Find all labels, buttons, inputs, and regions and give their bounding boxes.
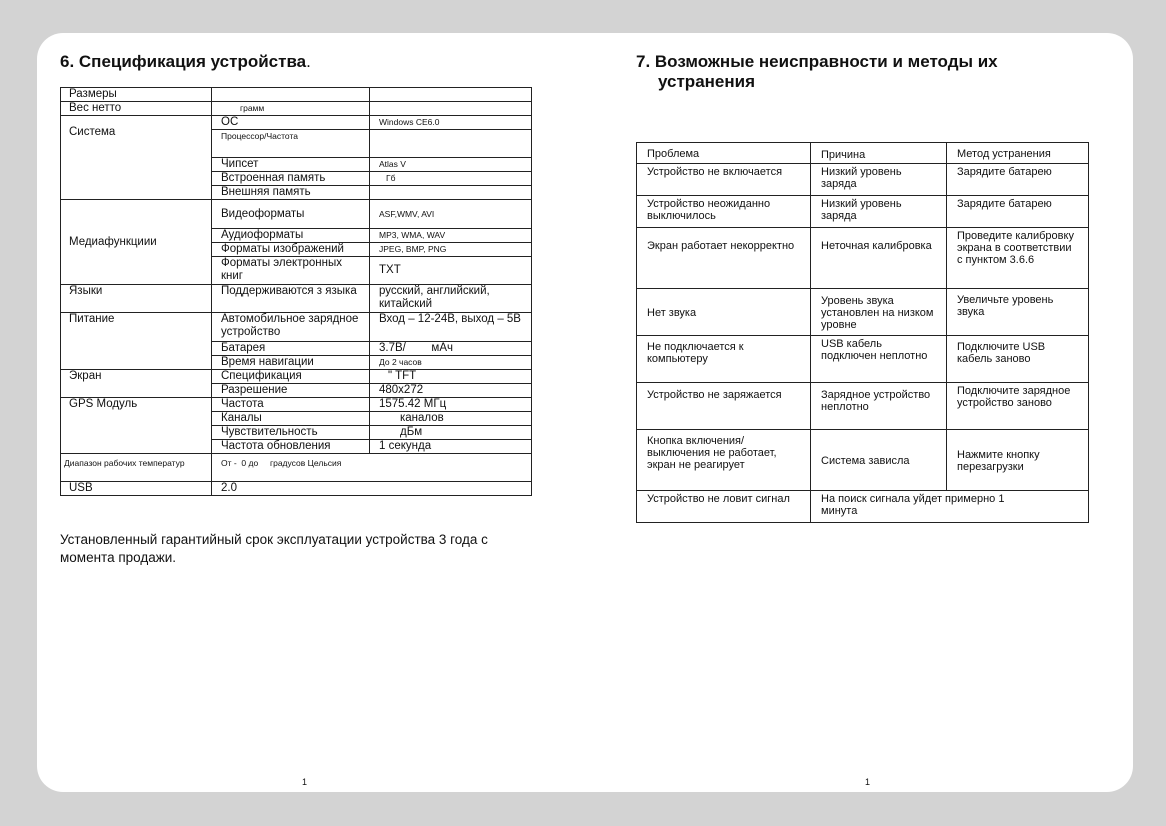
warranty-text: Установленный гарантийный срок эксплуатации устройства 3 года с момента продажи.	[60, 532, 488, 565]
spec-value: От - 0 до градусов Цельсия	[212, 454, 532, 482]
spec-label: Спецификация	[212, 370, 370, 384]
merged-cell: На поиск сигнала уйдет примерно 1 минута	[811, 491, 1089, 523]
cause-cell: Низкий уровень заряда	[811, 196, 947, 228]
spec-value: TXT	[370, 257, 532, 285]
spec-value: каналов	[370, 412, 532, 426]
spec-label: Диапазон рабочих температур	[61, 454, 212, 482]
table-row	[61, 88, 532, 102]
table-row	[637, 491, 1089, 523]
table-row	[637, 383, 1089, 430]
spec-group: GPS Модуль	[61, 398, 212, 454]
faults-title: 7. Возможные неисправности и методы их устранения	[636, 52, 998, 91]
spec-label: Встроенная память	[212, 172, 370, 186]
problem-cell: Устройство неожиданно выключилось	[637, 196, 811, 228]
table-row	[637, 336, 1089, 383]
spec-value: русский, английский, китайский	[370, 285, 532, 313]
spec-value: 1 секунда	[370, 440, 532, 454]
problem-cell: Кнопка включения/выключения не работает, экран не реагирует	[637, 430, 811, 491]
method-cell: Проведите калибровку экрана в соответствии с пунктом 3.6.6	[947, 228, 1089, 289]
spec-group: Медиафункциии	[61, 200, 212, 285]
method-cell: Увеличьте уровень звука	[947, 289, 1089, 336]
spec-label: Время навигации	[212, 356, 370, 370]
spec-value: ASF,WMV, AVI	[370, 200, 532, 229]
method-cell: Нажмите кнопку перезагрузки	[947, 430, 1089, 491]
spec-label: ОС	[212, 116, 370, 130]
table-row	[61, 116, 532, 130]
header-problem: Проблема	[637, 143, 811, 164]
spec-label: Каналы	[212, 412, 370, 426]
table-row	[61, 454, 532, 482]
spec-value: дБм	[370, 426, 532, 440]
spec-value: 480x272	[370, 384, 532, 398]
method-cell: Подключите зарядное устройство заново	[947, 383, 1089, 430]
spec-label: Форматы электронных книг	[212, 257, 370, 285]
method-cell: Подключите USB кабель заново	[947, 336, 1089, 383]
header-cause: Причина	[811, 143, 947, 164]
spec-group: Языки	[61, 285, 212, 313]
spec-group: Система	[61, 116, 212, 200]
spec-value: Windows CE6.0	[370, 116, 532, 130]
problem-cell: Экран работает некорректно	[637, 228, 811, 289]
spec-label: USB	[61, 482, 212, 496]
spec-label: Видеоформаты	[212, 200, 370, 229]
spec-group: Экран	[61, 370, 212, 398]
table-row	[61, 398, 532, 412]
spec-title: 6. Спецификация устройства.	[60, 52, 311, 71]
spec-label: Чипсет	[212, 158, 370, 172]
spec-value: " TFT	[370, 370, 532, 384]
problem-cell: Устройство не ловит сигнал	[637, 491, 811, 523]
table-row	[61, 313, 532, 342]
faults-table	[636, 142, 1089, 523]
table-row	[637, 289, 1089, 336]
spec-value: Atlas V	[370, 158, 532, 172]
spec-label: Чувствительность	[212, 426, 370, 440]
spec-label: Автомобильное зарядное устройство	[212, 313, 370, 342]
page-number-right: 1	[865, 777, 871, 787]
table-header-row	[637, 143, 1089, 164]
spec-value: Вход – 12-24В, выход – 5В	[370, 313, 532, 342]
spec-label: Размеры	[61, 88, 212, 102]
spec-value: До 2 часов	[370, 356, 532, 370]
spec-label: Процессор/Частота	[212, 130, 370, 158]
spec-label: Разрешение	[212, 384, 370, 398]
spec-value: JPEG, BMP, PNG	[370, 243, 532, 257]
cause-cell: Система зависла	[811, 430, 947, 491]
cause-cell: Зарядное устройство неплотно	[811, 383, 947, 430]
table-row	[637, 430, 1089, 491]
spec-value: грамм	[212, 102, 370, 116]
spec-label: Частота обновления	[212, 440, 370, 454]
problem-cell: Не подключается к компьютеру	[637, 336, 811, 383]
spec-label: Батарея	[212, 342, 370, 356]
spec-group: Питание	[61, 313, 212, 370]
method-cell: Зарядите батарею	[947, 196, 1089, 228]
spec-value: 2.0	[212, 482, 532, 496]
page-number-left: 1	[302, 777, 308, 787]
spec-value: 1575.42 МГц	[370, 398, 532, 412]
method-cell: Зарядите батарею	[947, 164, 1089, 196]
table-row	[61, 370, 532, 384]
table-row	[61, 482, 532, 496]
problem-cell: Нет звука	[637, 289, 811, 336]
problem-cell: Устройство не заряжается	[637, 383, 811, 430]
spec-label: Поддерживаются з языка	[212, 285, 370, 313]
spec-value: MP3, WMA, WAV	[370, 229, 532, 243]
table-row	[637, 164, 1089, 196]
spec-label: Внешняя память	[212, 186, 370, 200]
spec-label: Аудиоформаты	[212, 229, 370, 243]
table-row	[637, 228, 1089, 289]
spec-table	[60, 87, 532, 496]
spec-label: Вес нетто	[61, 102, 212, 116]
spec-value: Гб	[370, 172, 532, 186]
cause-cell: Неточная калибровка	[811, 228, 947, 289]
table-row	[61, 102, 532, 116]
spec-value: 3.7В/ мАч	[370, 342, 532, 356]
spec-label: Частота	[212, 398, 370, 412]
table-row	[61, 200, 532, 229]
cause-cell: Уровень звука установлен на низком уровне	[811, 289, 947, 336]
header-method: Метод устранения	[947, 143, 1089, 164]
spec-label: Форматы изображений	[212, 243, 370, 257]
cause-cell: Низкий уровень заряда	[811, 164, 947, 196]
cause-cell: USB кабель подключен неплотно	[811, 336, 947, 383]
table-row	[637, 196, 1089, 228]
table-row	[61, 285, 532, 313]
problem-cell: Устройство не включается	[637, 164, 811, 196]
